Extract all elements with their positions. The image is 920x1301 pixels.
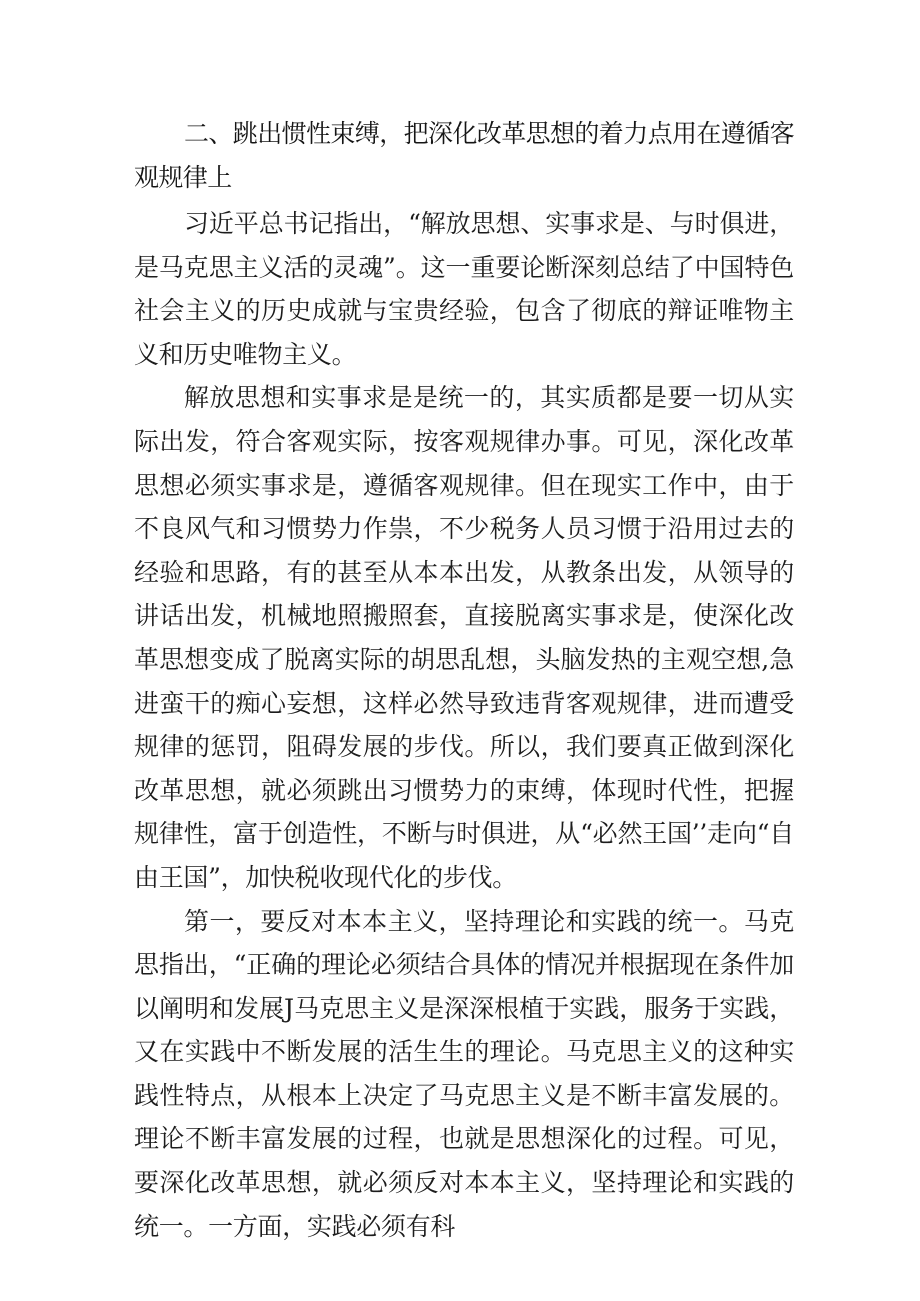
document-body (134, 112, 794, 1248)
paragraph-3: 第一，要反对本本主义，坚持理论和实践的统一。马克思指出，“正确的理论必须结合具体的情况并根据现在条件加以阐明和发展J马克思主义是深深根植于实践，服务于实践，又在实践中不断发展的活生生的理论。马克思主义的这种实践性特点，从根本上决定了马克思主义是不断丰富发展的。理论不断丰富发展的过程，也就是思想深化的过程。可见，要深化改革思想，就必须反对本本主义，坚持理论和实践的统一。一方面，实践必须有科 (134, 906, 794, 1241)
section-heading: 二、跳出惯性束缚，把深化改革思想的着力点用在遵循客观规律上 (134, 119, 795, 192)
paragraph-2: 解放思想和实事求是是统一的，其实质都是要一切从实际出发，符合客观实际，按客观规律办事。可见，深化改革思想必须实事求是，遵循客观规律。但在现实工作中，由于不良风气和习惯势力作祟，不少税务人员习惯于沿用过去的经验和思路，有的甚至从本本出发，从教条出发，从领导的讲话出发，机械地照搬照套，直接脱离实事求是，使深化改革思想变成了脱离实际的胡思乱想，头脑发热的主观空想,急进蛮干的痴心妄想，这样必然导致违背客观规律，进而遭受规律的惩罚，阻碍发展的步伐。所以，我们要真正做到深化改革思想，就必须跳出习惯势力的束缚，体现时代性，把握规律性，富于创造性，不断与时俱进，从“必然王国’’走向“自由王国”，加快税收现代化的步伐。 (134, 383, 794, 892)
paragraph-1: 习近平总书记指出，“解放思想、实事求是、与时俱进，是马克思主义活的灵魂”。这一重要论断深刻总结了中国特色社会主义的历史成就与宝贵经验，包含了彻底的辩证唯物主义和历史唯物主义。 (134, 209, 794, 369)
